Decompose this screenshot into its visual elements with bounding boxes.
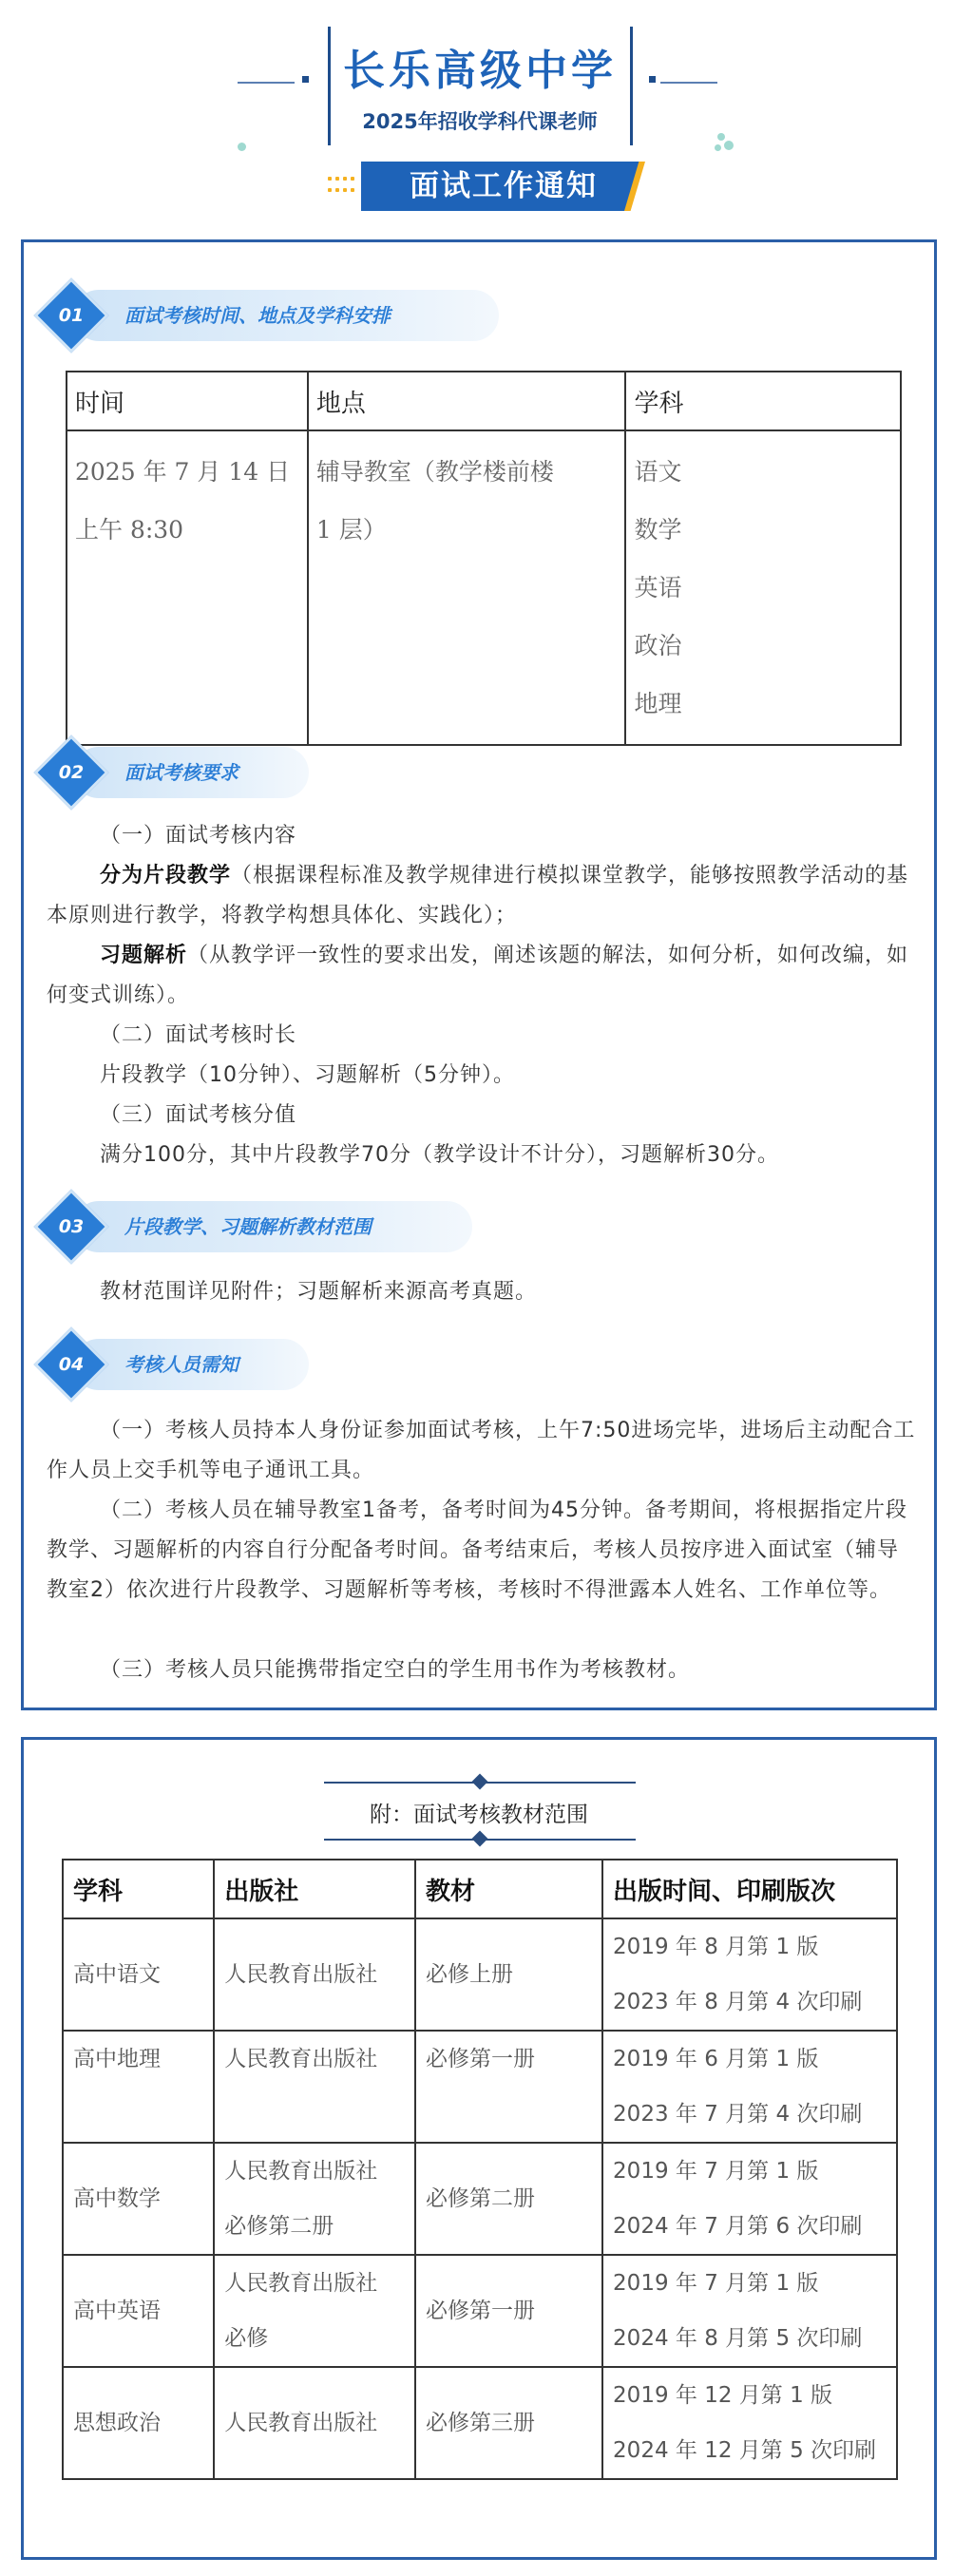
note-2: （二）考核人员在辅导教室1备考，备考时间为45分钟。备考期间，将根据指定片段教学、习题解析的内容自行分配备考时间。备考结束后，考核人员按序进入面试室（辅导教室2）依次进行片段教学、习题解析等考核，考核时不得泄露本人姓名、工作单位等。 [47, 1498, 907, 1602]
notice-title: 面试工作通知 [410, 169, 598, 203]
cell-subjects: 语文 数学 英语 政治 地理 [625, 430, 901, 745]
recruit-subtitle: 2025年招收学科代课老师 [362, 110, 598, 133]
cell-place: 辅导教室（教学楼前楼 1 层） [308, 430, 626, 745]
school-name: 长乐高级中学 [343, 47, 617, 95]
col-header-book: 教材 [415, 1860, 602, 1918]
page-header [0, 0, 954, 219]
col-header-publisher: 出版社 [214, 1860, 415, 1918]
appendix-bottom-diamond [472, 1831, 488, 1847]
col-header-subject: 学科 [63, 1860, 214, 1918]
table-row: 思想政治 人民教育出版社 必修第三册 2019 年 12 月第 1 版 2024 年 12 月第 5 次印刷 [63, 2367, 897, 2479]
section-title: 面试考核时间、地点及学科安排 [124, 304, 391, 327]
decor-dot [717, 133, 725, 141]
appendix-title: 附：面试考核教材范围 [370, 1803, 588, 1827]
table-row: 高中语文 人民教育出版社 必修上册 2019 年 8 月第 1 版 2023 年 8 月第 4 次印刷 [63, 1918, 897, 2031]
textbook-table [62, 1859, 898, 2480]
table-header-row [67, 372, 901, 430]
col-header-time: 时间 [67, 372, 308, 430]
header-right-rule [630, 27, 633, 145]
table-row: 高中地理 人民教育出版社 必修第一册 2019 年 6 月第 1 版 2023 年 7 月第 4 次印刷 [63, 2031, 897, 2143]
scope-text: 教材范围详见附件；习题解析来源高考真题。 [100, 1280, 538, 1304]
header-left-square [302, 76, 309, 83]
col-header-place: 地点 [308, 372, 626, 430]
table-row: 高中数学 人民教育出版社 必修第二册 必修第二册 2019 年 7 月第 1 版 2024 年 7 月第 6 次印刷 [63, 2143, 897, 2255]
banner-dots-decor [328, 177, 360, 196]
appendix-top-diamond [472, 1774, 488, 1790]
section-title: 片段教学、习题解析教材范围 [124, 1215, 372, 1238]
table-header-row [63, 1860, 897, 1918]
decor-dot [238, 143, 246, 151]
cell-time: 2025 年 7 月 14 日 上午 8:30 [67, 430, 308, 745]
table-row [67, 430, 901, 745]
section-title: 面试考核要求 [124, 761, 238, 784]
header-left-dash [238, 82, 295, 84]
note-1: （一）考核人员持本人身份证参加面试考核，上午7:50进场完毕，进场后主动配合工作人员上交手机等电子通讯工具。 [47, 1419, 916, 1482]
header-left-rule [328, 27, 331, 145]
req-duration: 片段教学（10分钟）、习题解析（5分钟）。 [100, 1063, 515, 1087]
appendix-box [21, 1737, 937, 2560]
col-header-edition: 出版时间、印刷版次 [602, 1860, 897, 1918]
section-title: 考核人员需知 [124, 1353, 238, 1376]
col-header-subject: 学科 [625, 372, 901, 430]
decor-dot [724, 141, 734, 150]
header-right-dash [660, 82, 717, 84]
table-row: 高中英语 人民教育出版社 必修 必修第一册 2019 年 7 月第 1 版 2024 年 8 月第 5 次印刷 [63, 2255, 897, 2367]
decor-dot [715, 144, 721, 151]
req-exercise-analysis: 习题解析（从教学评一致性的要求出发，阐述该题的解法，如何分析，如何改编，如何变式训练）。 [47, 944, 909, 1007]
req-heading-duration: （二）面试考核时长 [100, 1023, 297, 1047]
header-right-square [649, 76, 656, 83]
schedule-table [66, 371, 902, 746]
req-segment-teaching: 分为片段教学（根据课程标准及教学规律进行模拟课堂教学，能够按照教学活动的基本原则进行教学，将教学构想具体化、实践化）； [47, 864, 909, 927]
note-3: （三）考核人员只能携带指定空白的学生用书作为考核教材。 [100, 1658, 691, 1682]
req-score: 满分100分，其中片段教学70分（教学设计不计分），习题解析30分。 [100, 1143, 779, 1167]
req-heading-score: （三）面试考核分值 [100, 1103, 297, 1127]
notice-content-box: 01 面试考核时间、地点及学科安排 时间 地点 学科 2025 年 7 月 14 日 上午 8:30 辅导教室（教学楼前楼 1 层） 语文 数学 英语 政治 地理 02 面试考核要求 （一）面试考核内容 分为片段教学（根据课程标准及教学规律进行模拟课堂教学，能够按照教学活动的基本原则进行教学，将教学构想具体化、实践化）； 习题解析（从教学评一致性的要求出发，阐述该题的解法，如何分析，如何改编，如何变式训练）。 （二）面试考核时长 片段教学（10分钟）、习题解析（5分钟）。 （三）面试考核分值 满分100分，其中片段教学70分（教学设计不计分），习题解析30分。 03 片段教学、习题解析教材范围 教材范围详见附件；习题解析来源高考真题。 04 考核人员需知 （一）考核人员持本人身份证参加面试考核，上午7:50进场完毕，进场后主动配合工作人员上交手机等电子通讯工具。 （二）考核人员在辅导教室1备考，备考时间为45分钟。备考期间，将根据指定片段教学、习题解析的内容自行分配备考时间。备考结束后，考核人员按序进入面试室（辅导教室2）依次进行片段教学、习题解析等考核，考核时不得泄露本人姓名、工作单位等。 （三）考核人员只能携带指定空白的学生用书作为考核教材。 [21, 239, 937, 1710]
req-heading-content: （一）面试考核内容 [100, 824, 297, 848]
